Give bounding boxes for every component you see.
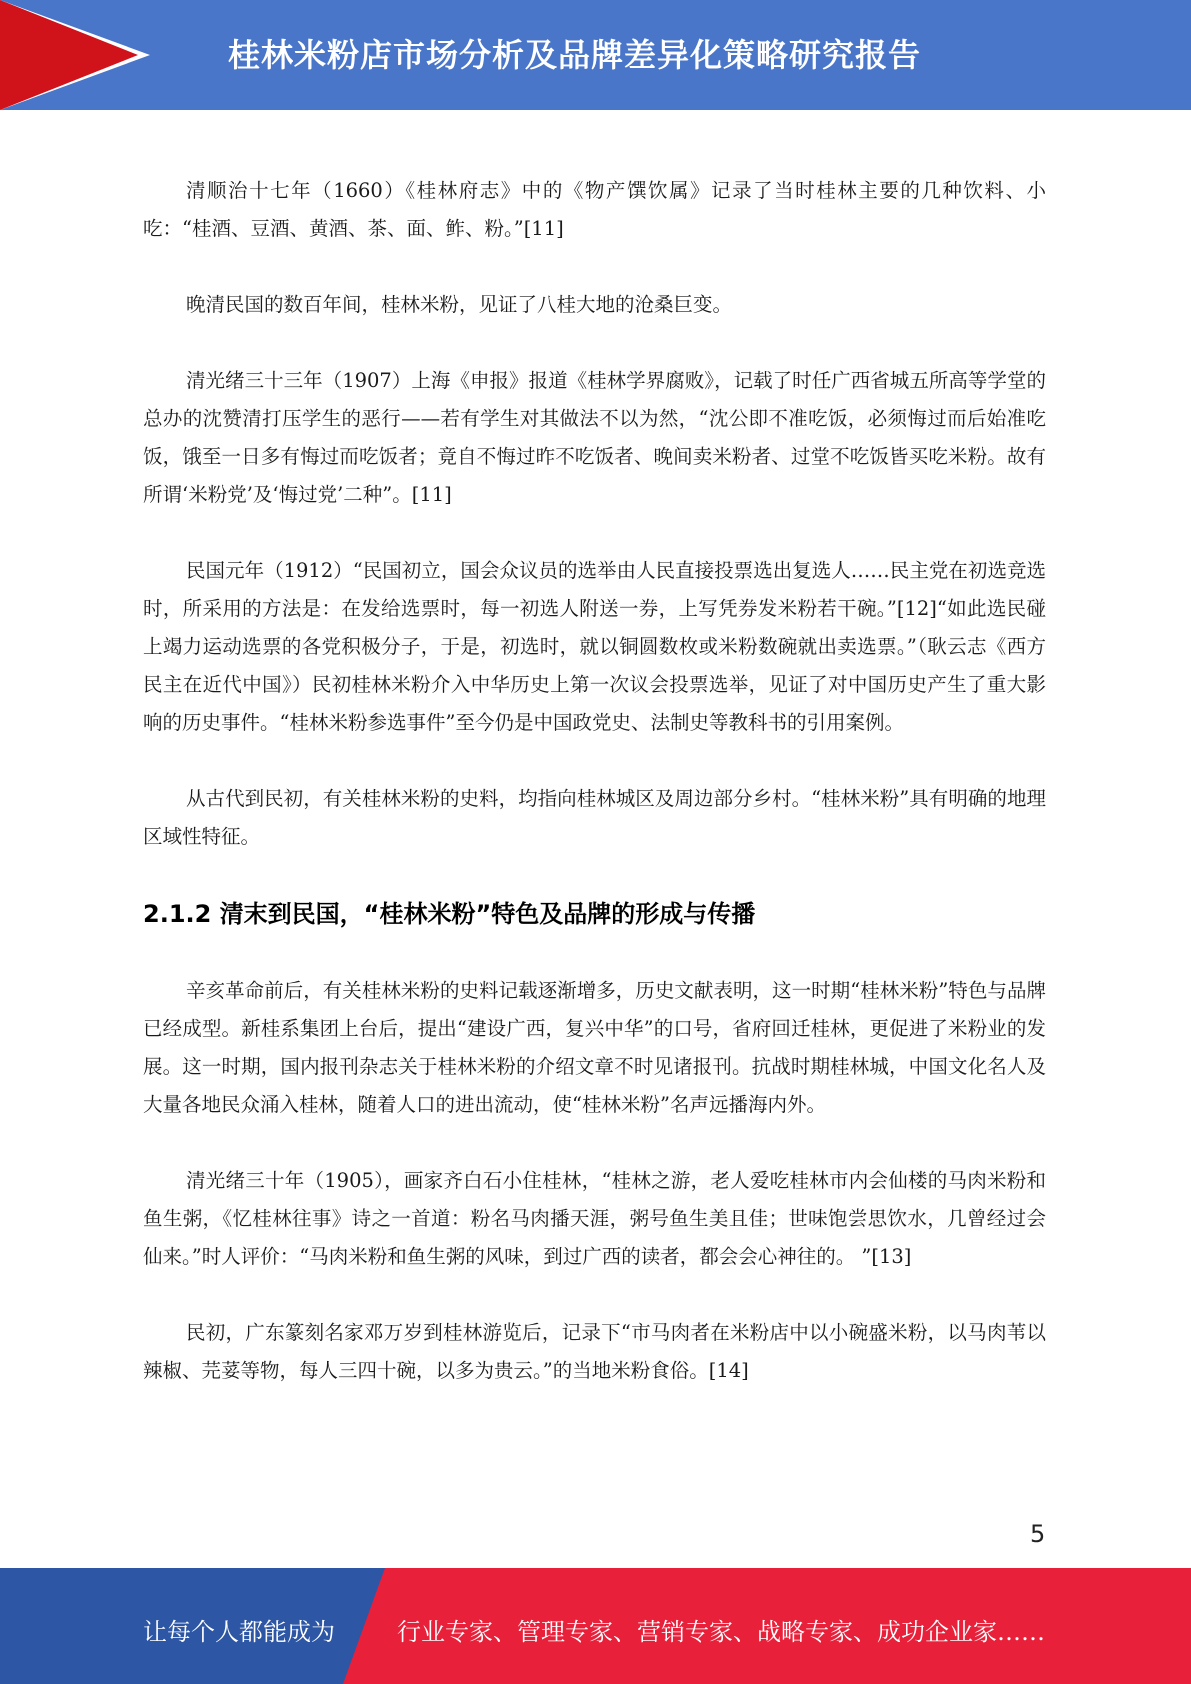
section-heading: 2.1.2 清末到民国，“桂林米粉”特色及品牌的形成与传播 (143, 900, 756, 928)
paragraph: 清光绪三十年（1905），画家齐白石小住桂林，“桂林之游，老人爱吃桂林市内会仙楼的马肉米粉和鱼生粥，《忆桂林往事》诗之一首道：粉名马肉播天涯，粥号鱼生美且佳；世味饱尝思饮水，几曾经过会仙来。”时人评价：“马肉米粉和鱼生粥的风味，到过广西的读者，都会会心神往的。 ”[13] (143, 1169, 1046, 1268)
footer-banner (0, 1568, 1191, 1684)
paragraph: 民国元年（1912）“民国初立，国会众议员的选举由人民直接投票选出复选人……民主党在初选竞选时，所采用的方法是：在发给选票时，每一初选人附送一券，上写凭券发米粉若干碗。”[12]“如此选民碰上竭力运动选票的各党积极分子，于是，初选时，就以铜圆数枚或米粉数碗就出卖选票。”（耿云志《西方民主在近代中国》）民初桂林米粉介入中华历史上第一次议会投票选举，见证了对中国历史产生了重大影响的历史事件。“桂林米粉参选事件”至今仍是中国政党史、法制史等教科书的引用案例。 (143, 559, 1046, 734)
header-arrow-icon (0, 0, 138, 110)
paragraph: 辛亥革命前后，有关桂林米粉的史料记载逐渐增多，历史文献表明，这一时期“桂林米粉”特色与品牌已经成型。新桂系集团上台后，提出“建设广西，复兴中华”的口号，省府回迁桂林，更促进了米粉业的发展。这一时期，国内报刊杂志关于桂林米粉的介绍文章不时见诸报刊。抗战时期桂林城，中国文化名人及大量各地民众涌入桂林，随着人口的进出流动，使“桂林米粉”名声远播海内外。 (143, 979, 1046, 1116)
footer-slogan-right: 行业专家、管理专家、营销专家、战略专家、成功企业家…… (397, 1618, 1045, 1646)
paragraph: 清顺治十七年（1660）《桂林府志》中的《物产馔饮属》记录了当时桂林主要的几种饮料、小吃：“桂酒、豆酒、黄酒、茶、面、鲊、粉。”[11] (143, 179, 1046, 240)
paragraph: 晚清民国的数百年间，桂林米粉，见证了八桂大地的沧桑巨变。 (186, 293, 733, 316)
document-body (143, 172, 1046, 1428)
paragraph: 民初，广东篆刻名家邓万岁到桂林游览后，记录下“市马肉者在米粉店中以小碗盛米粉，以马肉苇以辣椒、芫荽等物，每人三四十碗，以多为贵云。”的当地米粉食俗。[14] (143, 1321, 1046, 1382)
page-number: 5 (1030, 1520, 1046, 1548)
paragraph: 从古代到民初，有关桂林米粉的史料，均指向桂林城区及周边部分乡村。“桂林米粉”具有明确的地理区域性特征。 (143, 787, 1046, 848)
paragraph: 清光绪三十三年（1907）上海《申报》报道《桂林学界腐败》，记载了时任广西省城五所高等学堂的总办的沈赞清打压学生的恶行——若有学生对其做法不以为然，“沈公即不准吃饭，必须悔过而后始准吃饭，饿至一日多有悔过而吃饭者；竟自不悔过昨不吃饭者、晚间卖米粉者、过堂不吃饭皆买吃米粉。故有所谓‘米粉党’及‘悔过党’二种”。[11] (143, 369, 1046, 506)
footer-slogan-left: 让每个人都能成为 (143, 1618, 335, 1646)
report-title: 桂林米粉店市场分析及品牌差异化策略研究报告 (228, 36, 922, 74)
header-banner (0, 0, 1191, 110)
